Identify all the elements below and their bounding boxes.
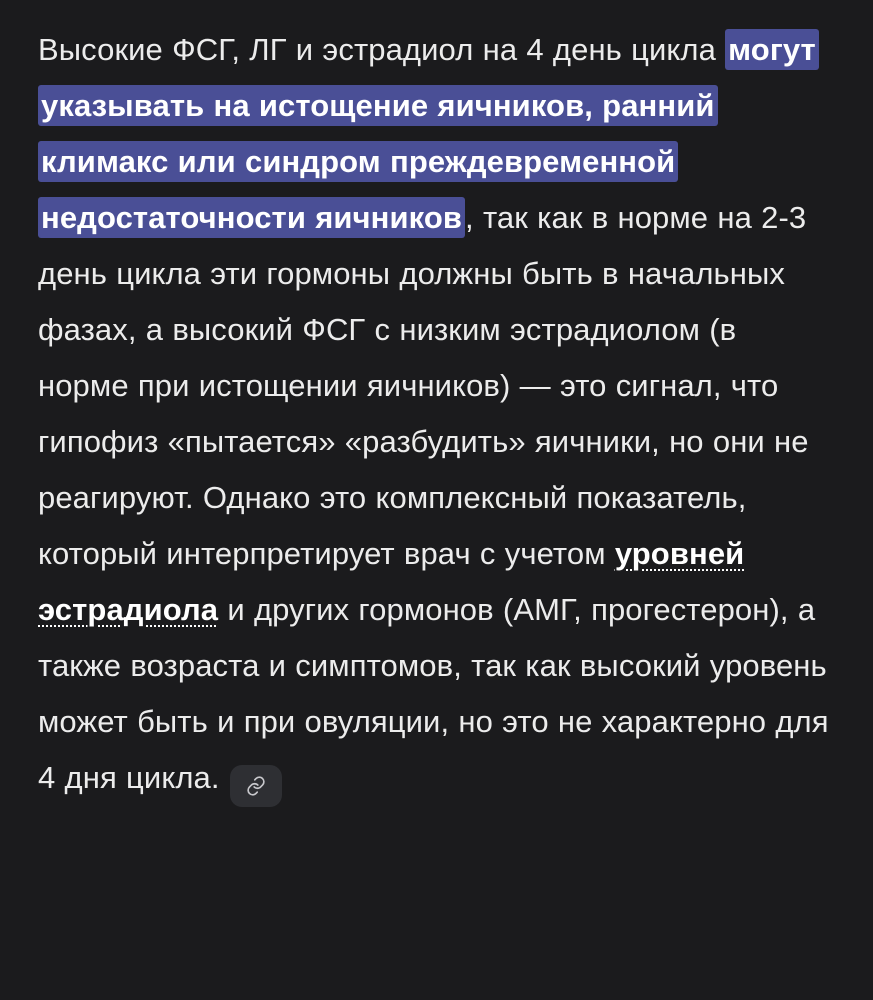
text-segment-body: , так как в норме на 2-3 день цикла эти гормоны должны быть в начальных фазах, а высокий ФСГ с низким эстрадиолом (в норме при истощении яичников) — это сигнал, что гипофиз «пытается» «разбудить» яичники, но они не реагируют. Однако это комплексный показатель, который интерпретирует врач с учетом	[38, 200, 809, 571]
link-icon[interactable]	[230, 765, 282, 807]
text-segment-intro: Высокие ФСГ, ЛГ и эстрадиол на 4 день цикла	[38, 32, 726, 67]
text-segment-tail: и других гормонов (АМГ, прогестерон), а также возраста и симптомов, так как высокий уровень может быть и при овуляции, но это не характерно для 4 дня цикла.	[38, 592, 829, 795]
highlighted-phrase[interactable]: могут указывать на истощение яичников, ранний климакс или синдром преждевременной недостаточности яичников	[38, 29, 819, 238]
answer-message-text	[38, 22, 833, 807]
glossary-term-estradiol-levels[interactable]: уровней эстрадиола	[38, 536, 745, 627]
